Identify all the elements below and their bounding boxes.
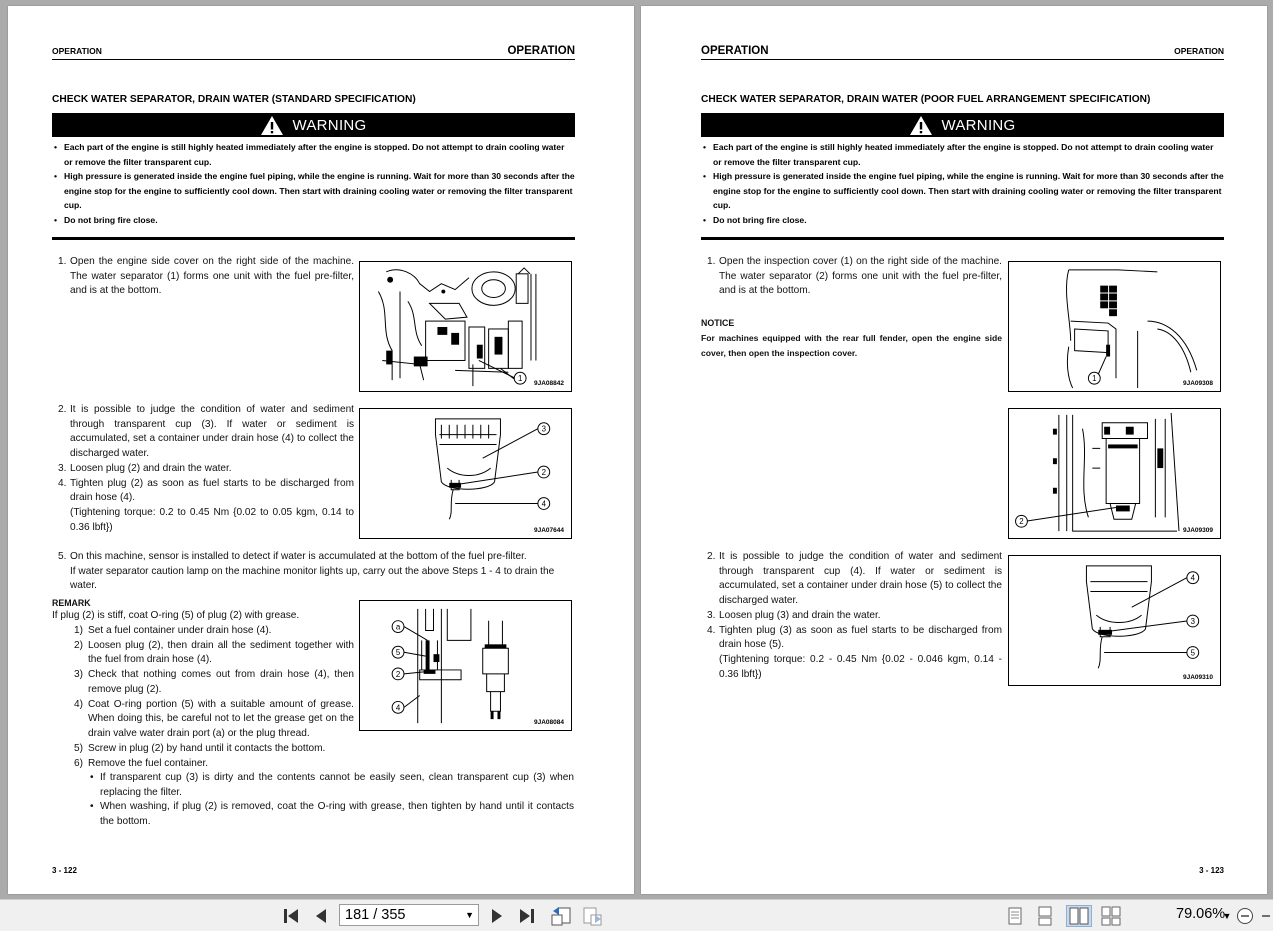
drain-plug-illustration [360, 601, 571, 730]
warning-label: WARNING [292, 116, 367, 134]
right-header-small: OPERATION [1174, 46, 1224, 56]
engine-illustration [360, 262, 571, 391]
right-document-page [641, 6, 1267, 894]
machine-side-illustration [1009, 262, 1220, 391]
svg-text:a: a [395, 622, 401, 632]
warning-end-rule [701, 237, 1224, 240]
svg-text:1: 1 [517, 374, 523, 384]
figure-code: 9JA07644 [534, 527, 564, 534]
warning-end-rule [52, 237, 575, 240]
water-separator-cup-illustration [360, 409, 571, 538]
next-view-icon[interactable] [582, 905, 604, 927]
single-page-view-icon[interactable] [1005, 905, 1025, 927]
right-page-number: 3 - 123 [1199, 866, 1224, 875]
page-indicator: 181 / 355 [345, 907, 406, 923]
notice-label: NOTICE [701, 318, 735, 328]
first-page-icon[interactable] [280, 905, 302, 927]
remark-intro: If plug (2) is stiff, coat O-ring (5) of plug (2) with grease. [52, 610, 300, 621]
warning-item: • Each part of the engine is still highly heated immediately after the engine is stopped. Do not attempt to drain cooling water or remove the filter transparent cup. [701, 140, 1224, 169]
warning-item: • High pressure is generated inside the engine fuel piping, while the engine is running. Wait for more than 30 seconds after the engine stop for the engine to sufficiently cool down. Then start with draining cooling water or removing the filter transparent cup. [52, 169, 575, 213]
water-separator-cup-illustration [1009, 556, 1220, 685]
svg-text:3: 3 [541, 424, 546, 434]
warning-label: WARNING [941, 116, 1016, 134]
svg-text:4: 4 [395, 703, 401, 713]
left-header-big: OPERATION [507, 45, 575, 57]
continuous-facing-view-icon[interactable] [1100, 905, 1122, 927]
drain-plug-section-figure [359, 600, 572, 731]
toolbar-overflow-icon[interactable] [1258, 905, 1272, 927]
warning-triangle-icon [909, 115, 933, 136]
warning-item: • Each part of the engine is still highly heated immediately after the engine is stopped. Do not attempt to drain cooling water or remove the filter transparent cup. [52, 140, 575, 169]
zoom-dropdown-icon[interactable]: ▼ [1222, 911, 1232, 921]
svg-text:5: 5 [395, 648, 401, 658]
svg-text:2: 2 [1019, 517, 1024, 527]
remark-bullet: • When washing, if plug (2) is removed, coat the O-ring with grease, then tighten by hand until it contacts the bottom. [90, 800, 574, 829]
left-header-small: OPERATION [52, 46, 102, 56]
figure-code: 9JA08084 [534, 719, 564, 726]
inspection-cover-figure [1008, 261, 1221, 392]
figure-code: 9JA09309 [1183, 527, 1213, 534]
warning-item: • Do not bring fire close. [701, 213, 1224, 228]
fuel-prefilter-illustration [1009, 409, 1220, 538]
remark-bullets [90, 771, 574, 830]
header-rule [52, 59, 575, 60]
right-header-big: OPERATION [701, 45, 769, 57]
remark-bullet: • If transparent cup (3) is dirty and the contents cannot be easily seen, clean transparent cup (3) when replacing the filter. [90, 771, 574, 800]
left-step-1: 1. Open the engine side cover on the right side of the machine. The water separator (1) forms one unit with the fuel pre-filter, and is at the bottom. [58, 256, 354, 297]
zoom-out-icon[interactable] [1235, 905, 1255, 927]
viewer-toolbar [0, 899, 1273, 931]
next-page-icon[interactable] [487, 905, 507, 927]
page-number-field[interactable] [339, 904, 479, 926]
last-page-icon[interactable] [516, 905, 538, 927]
figure-code: 9JA08842 [534, 380, 564, 387]
svg-text:3: 3 [1190, 616, 1195, 626]
prev-page-icon[interactable] [311, 905, 331, 927]
remark-steps-cont: 5) Screw in plug (2) by hand until it contacts the bottom. 6) Remove the fuel container. [74, 743, 326, 769]
right-steps-2-4: 2. It is possible to judge the condition of water and sediment through transparent cup (4). If water or sediment is accumulated, set a container under drain hose (5) to collect the discharged water. 3. Loosen plug (3) and drain the water. 4. Tighten plug (3) as soon as fuel starts to be discharged from drain hose (5). (Tightening torque: 0.2 - 0.45 Nm {0.02 - 0.046 kgm, 0.14 - 0.36 lbft}) [707, 551, 1002, 680]
warning-item: • Do not bring fire close. [52, 213, 575, 228]
continuous-view-icon[interactable] [1035, 905, 1055, 927]
left-steps-2-4: 2. It is possible to judge the condition of water and sediment through transparent cup (3). If water or sediment is accumulated, set a container under drain hose (4) to collect the discharged water. 3. Loosen plug (2) and drain the water. 4. Tighten plug (2) as soon as fuel starts to be discharged from drain hose (4). (Tightening torque: 0.2 to 0.45 Nm {0.02 to 0.05 kgm, 0.14 to 0.36 lbft}) [58, 404, 354, 533]
warning-triangle-icon [260, 115, 284, 136]
left-warning-banner [52, 113, 575, 137]
page-dropdown-icon[interactable]: ▼ [465, 910, 474, 920]
warning-item: • High pressure is generated inside the engine fuel piping, while the engine is running. Wait for more than 30 seconds after the engine stop for the engine to sufficiently cool down. Then start with draining cooling water or removing the filter transparent cup. [701, 169, 1224, 213]
water-separator-location-figure [1008, 408, 1221, 539]
svg-text:1: 1 [1092, 374, 1097, 384]
figure-code: 9JA09310 [1183, 674, 1213, 681]
figure-code: 9JA09308 [1183, 380, 1213, 387]
left-section-title: CHECK WATER SEPARATOR, DRAIN WATER (STANDARD SPECIFICATION) [52, 94, 416, 105]
svg-text:2: 2 [541, 467, 546, 477]
facing-view-icon[interactable] [1066, 905, 1092, 927]
left-warning-list [52, 140, 575, 228]
svg-text:4: 4 [541, 499, 546, 509]
right-warning-banner [701, 113, 1224, 137]
remark-steps: 1) Set a fuel container under drain hose (4). 2) Loosen plug (2), then drain all the sediment together with the fuel from drain hose (4). 3) Check that nothing comes out from drain hose (4), then remove plug (2). 4) Coat O-ring portion (5) with a suitable amount of grease. When doing this, be careful not to let the grease get on the drain valve water drain port (a) or the plug thread. [74, 625, 354, 739]
right-step-1: 1. Open the inspection cover (1) on the right side of the machine. The water separator (2) forms one unit with the fuel pre-filter, and is at the bottom. [707, 256, 1002, 297]
left-document-page [8, 6, 634, 894]
previous-view-icon[interactable] [550, 905, 572, 927]
header-rule [701, 59, 1224, 60]
left-step-5: 5. On this machine, sensor is installed to detect if water is accumulated at the bottom of the fuel pre-filter. If water separator caution lamp on the machine monitor lights up, carry out the above Steps 1 - 4 to drain the water. [58, 551, 555, 592]
right-section-title: CHECK WATER SEPARATOR, DRAIN WATER (POOR FUEL ARRANGEMENT SPECIFICATION) [701, 94, 1151, 105]
transparent-cup-figure [359, 408, 572, 539]
transparent-cup-figure [1008, 555, 1221, 686]
notice-text: For machines equipped with the rear full fender, open the engine side cover, then open the inspection cover. [701, 333, 1002, 358]
svg-text:5: 5 [1190, 648, 1195, 658]
remark-label: REMARK [52, 598, 91, 608]
left-page-number: 3 - 122 [52, 866, 77, 875]
svg-text:4: 4 [1190, 573, 1195, 583]
right-warning-list [701, 140, 1224, 228]
engine-water-separator-figure [359, 261, 572, 392]
svg-text:2: 2 [395, 669, 401, 679]
zoom-level[interactable]: 79.06% [1176, 906, 1226, 922]
